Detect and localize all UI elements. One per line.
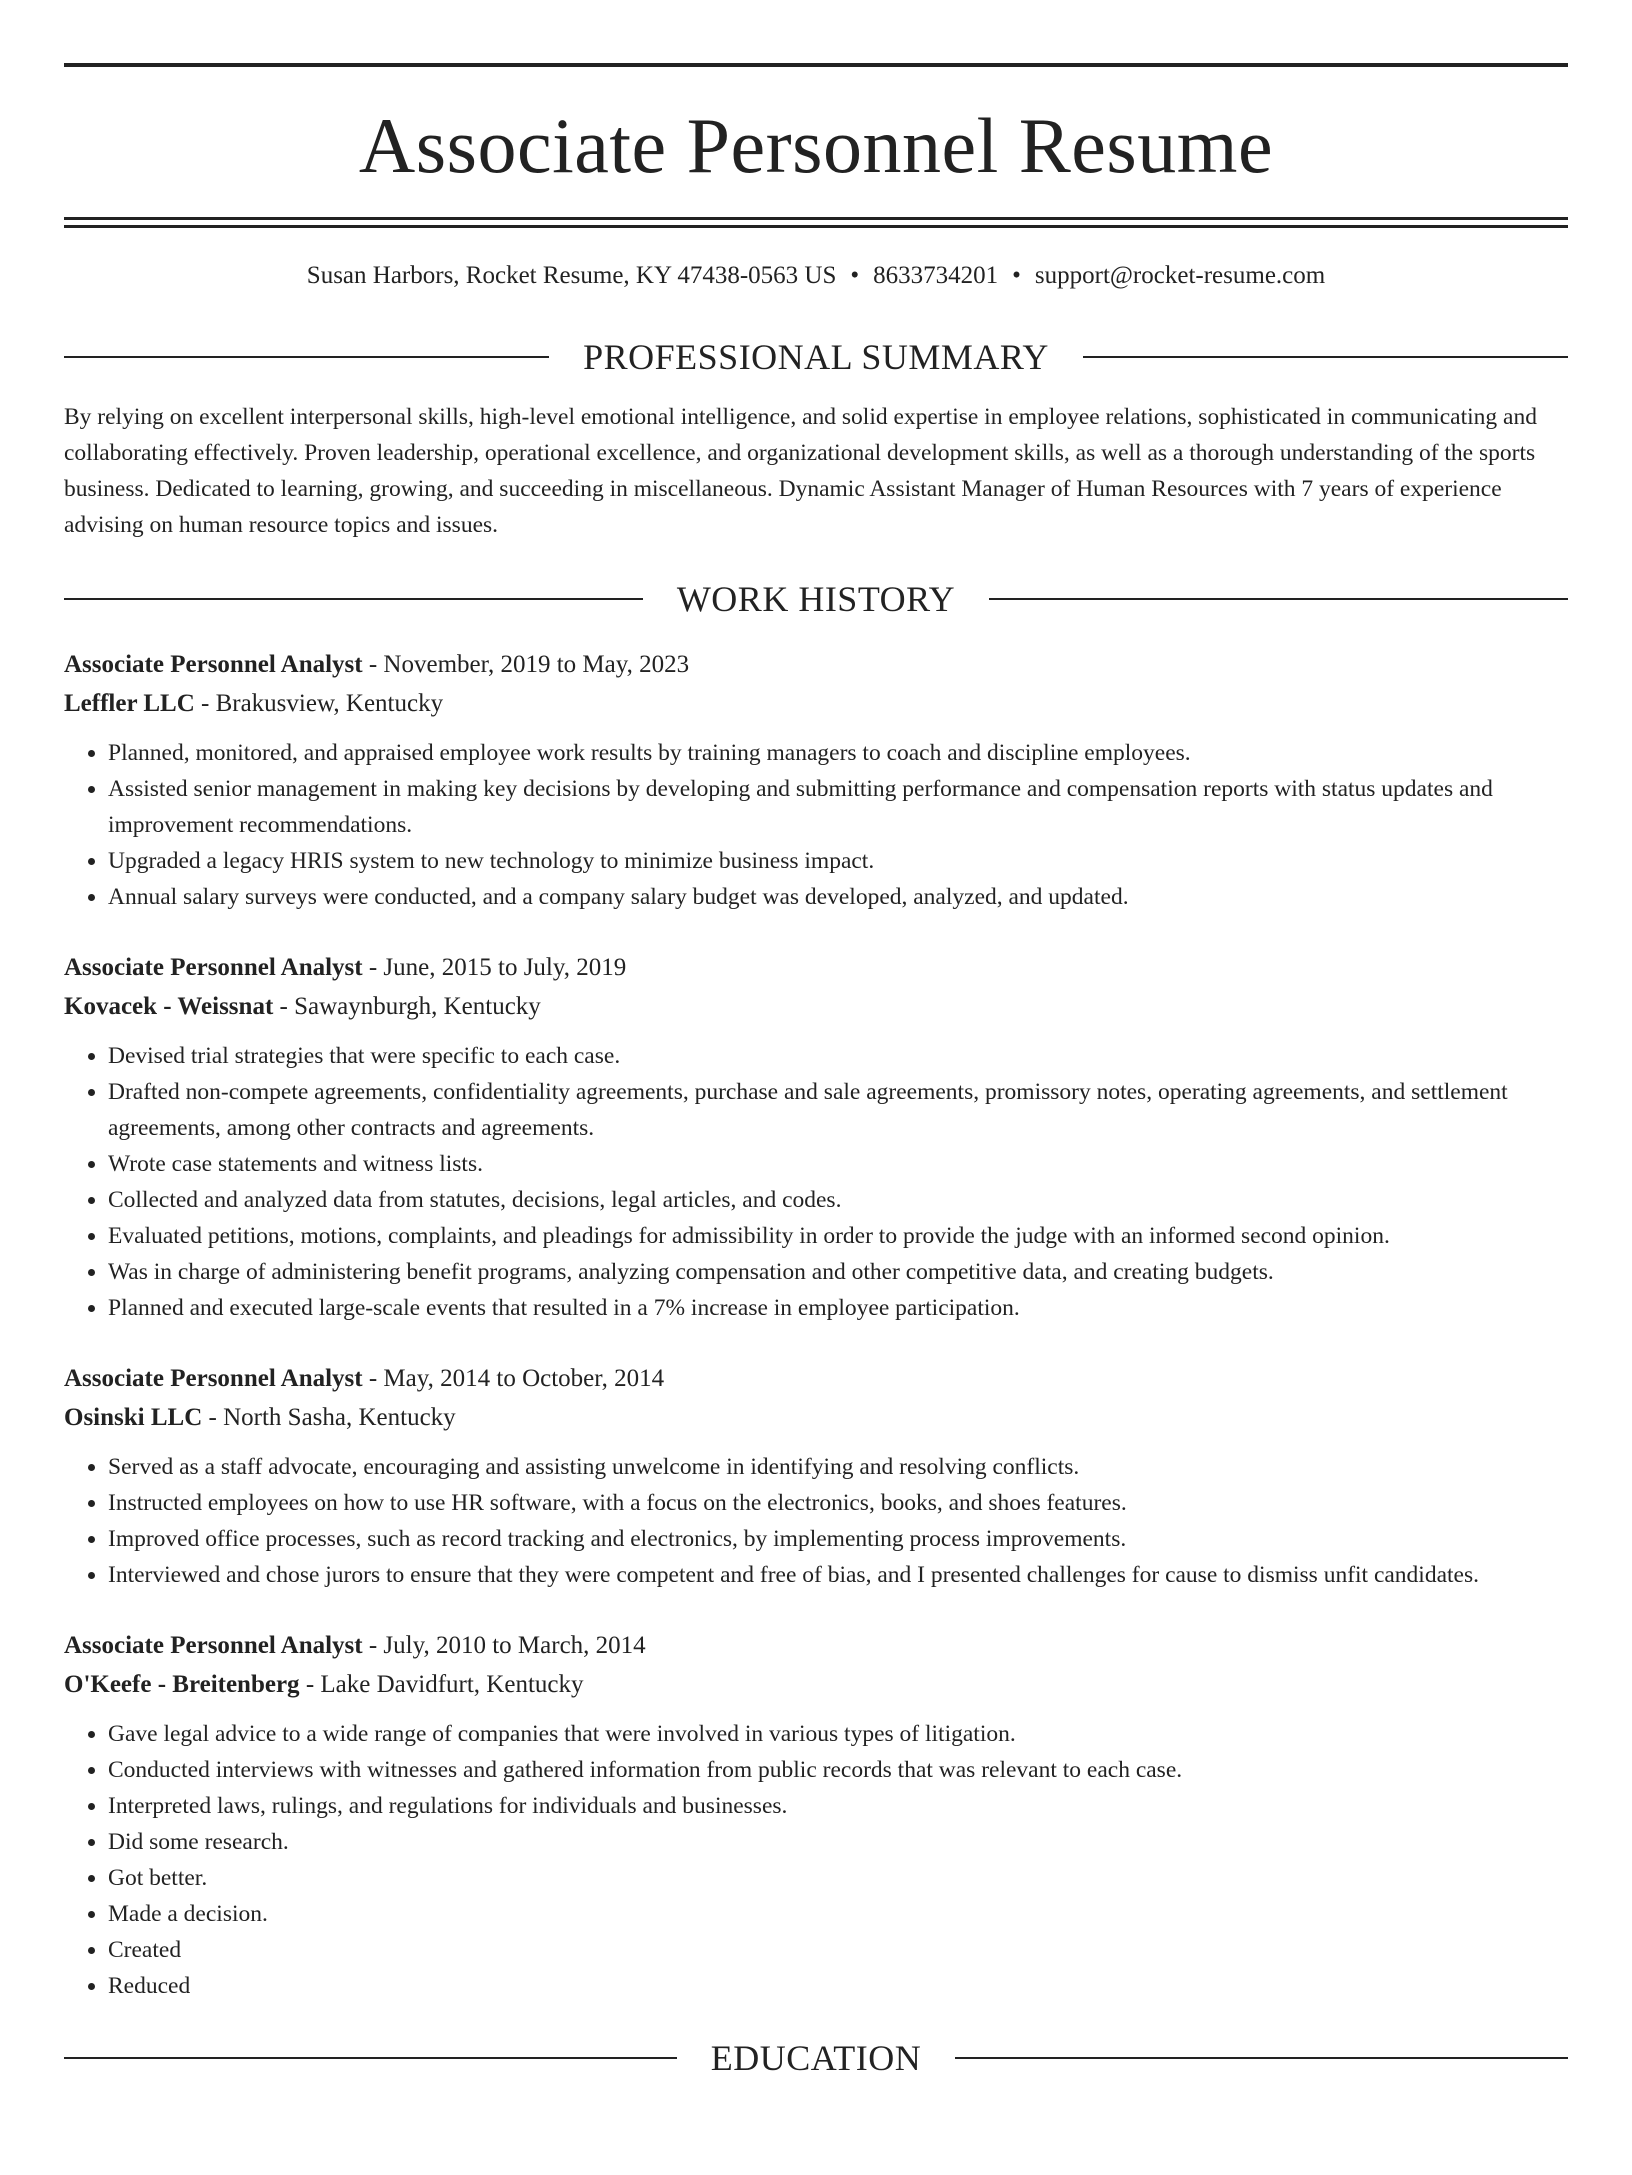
job-company-line xyxy=(64,684,1568,723)
list-item: • Annual salary surveys were conducted, and a company salary budget was developed, analyzed, and updated. xyxy=(108,879,1568,915)
list-item: • Wrote case statements and witness lists. xyxy=(108,1146,1568,1182)
contact-separator: • xyxy=(1012,262,1021,289)
section-rule-left xyxy=(64,2057,677,2059)
list-item: • Upgraded a legacy HRIS system to new technology to minimize business impact. xyxy=(108,843,1568,879)
job-entry xyxy=(64,645,1568,915)
list-item: • Devised trial strategies that were specific to each case. xyxy=(108,1038,1568,1074)
job-title-line xyxy=(64,1359,1568,1398)
job-title: Associate Personnel Analyst xyxy=(64,954,363,981)
list-item: • Planned and executed large-scale events that resulted in a 7% increase in employee participation. xyxy=(108,1290,1568,1326)
resume-page xyxy=(0,63,1632,2175)
job-duties-list xyxy=(64,735,1568,915)
job-title: Associate Personnel Analyst xyxy=(64,1365,363,1392)
list-item: • Interpreted laws, rulings, and regulations for individuals and businesses. xyxy=(108,1788,1568,1824)
contact-phone: 8633734201 xyxy=(873,262,999,289)
job-title-line xyxy=(64,645,1568,684)
list-item: • Served as a staff advocate, encouraging and assisting unwelcome in identifying and resolving conflicts. xyxy=(108,1449,1568,1485)
list-item: • Did some research. xyxy=(108,1824,1568,1860)
contact-separator: • xyxy=(850,262,860,289)
contact-line xyxy=(64,261,1568,291)
work-history-list xyxy=(64,645,1568,2004)
job-entry xyxy=(64,1626,1568,2004)
section-rule-right xyxy=(989,598,1568,600)
job-dates: - June, 2015 to July, 2019 xyxy=(362,954,627,981)
job-company-line xyxy=(64,987,1568,1026)
list-item: • Assisted senior management in making key decisions by developing and submitting performance and compensation reports with status updates and improvement recommendations. xyxy=(108,771,1568,843)
job-entry xyxy=(64,948,1568,1326)
list-item: • Got better. xyxy=(108,1860,1568,1896)
section-rule-right xyxy=(955,2057,1568,2059)
job-company-line xyxy=(64,1398,1568,1437)
job-title-line xyxy=(64,1626,1568,1665)
list-item: • Created xyxy=(108,1932,1568,1968)
job-company: Kovacek - Weissnat xyxy=(64,993,274,1020)
job-location: - Sawaynburgh, Kentucky xyxy=(273,993,541,1020)
contact-email: support@rocket-resume.com xyxy=(1034,262,1326,289)
list-item: • Improved office processes, such as record tracking and electronics, by implementing process improvements. xyxy=(108,1521,1568,1557)
job-company: Osinski LLC xyxy=(64,1404,203,1431)
job-company: Leffler LLC xyxy=(64,690,195,717)
list-item: • Conducted interviews with witnesses and gathered information from public records that was relevant to each case. xyxy=(108,1752,1568,1788)
section-header-work-history xyxy=(64,581,1568,617)
job-entry xyxy=(64,1359,1568,1593)
list-item: • Planned, monitored, and appraised employee work results by training managers to coach and discipline employees. xyxy=(108,735,1568,771)
section-header-education xyxy=(64,2040,1568,2076)
section-title-education: EDUCATION xyxy=(710,2038,922,2078)
section-title-work-history: WORK HISTORY xyxy=(676,579,956,619)
job-company-line xyxy=(64,1665,1568,1704)
job-location: - Lake Davidfurt, Kentucky xyxy=(299,1671,584,1698)
list-item: • Reduced xyxy=(108,1968,1568,2004)
job-title-line xyxy=(64,948,1568,987)
section-rule-right xyxy=(1083,356,1568,358)
list-item: • Was in charge of administering benefit programs, analyzing compensation and other competitive data, and creating budgets. xyxy=(108,1254,1568,1290)
job-location: - North Sasha, Kentucky xyxy=(202,1404,456,1431)
list-item: • Instructed employees on how to use HR software, with a focus on the electronics, books, and shoes features. xyxy=(108,1485,1568,1521)
job-company: O'Keefe - Breitenberg xyxy=(64,1671,300,1698)
list-item: • Interviewed and chose jurors to ensure that they were competent and free of bias, and I presented challenges for cause to dismiss unfit candidates. xyxy=(108,1557,1568,1593)
job-dates: - July, 2010 to March, 2014 xyxy=(362,1632,646,1659)
section-rule-left xyxy=(64,356,549,358)
page-title: Associate Personnel Resume xyxy=(358,102,1274,189)
title-double-rule xyxy=(64,217,1568,228)
contact-address: Susan Harbors, Rocket Resume, KY 47438-0563 US xyxy=(306,262,837,289)
job-dates: - May, 2014 to October, 2014 xyxy=(362,1365,665,1392)
section-title-summary: PROFESSIONAL SUMMARY xyxy=(583,337,1049,377)
job-duties-list xyxy=(64,1449,1568,1593)
job-title: Associate Personnel Analyst xyxy=(64,651,363,678)
top-rule xyxy=(64,63,1568,67)
list-item: • Collected and analyzed data from statutes, decisions, legal articles, and codes. xyxy=(108,1182,1568,1218)
list-item: • Drafted non-compete agreements, confidentiality agreements, purchase and sale agreements, promissory notes, operating agreements, and settlement agreements, among other contracts and agreements. xyxy=(108,1074,1568,1146)
section-header-summary xyxy=(64,339,1568,375)
job-location: - Brakusview, Kentucky xyxy=(194,690,444,717)
job-dates: - November, 2019 to May, 2023 xyxy=(362,651,690,678)
list-item: • Made a decision. xyxy=(108,1896,1568,1932)
list-item: • Evaluated petitions, motions, complaints, and pleadings for admissibility in order to provide the judge with an informed second opinion. xyxy=(108,1218,1568,1254)
job-duties-list xyxy=(64,1038,1568,1326)
section-rule-left xyxy=(64,598,643,600)
summary-text: By relying on excellent interpersonal skills, high-level emotional intelligence, and solid expertise in employee relations, sophisticated in communicating and collaborating effectively. Proven leadership, operational excellence, and organizational development skills, as well as a thorough understanding of the sports business. Dedicated to learning, growing, and succeeding in miscellaneous. Dynamic Assistant Manager of Human Resources with 7 years of experience advising on human resource topics and issues. xyxy=(64,404,1537,538)
list-item: • Gave legal advice to a wide range of companies that were involved in various types of litigation. xyxy=(108,1716,1568,1752)
job-title: Associate Personnel Analyst xyxy=(64,1632,363,1659)
job-duties-list xyxy=(64,1716,1568,2004)
